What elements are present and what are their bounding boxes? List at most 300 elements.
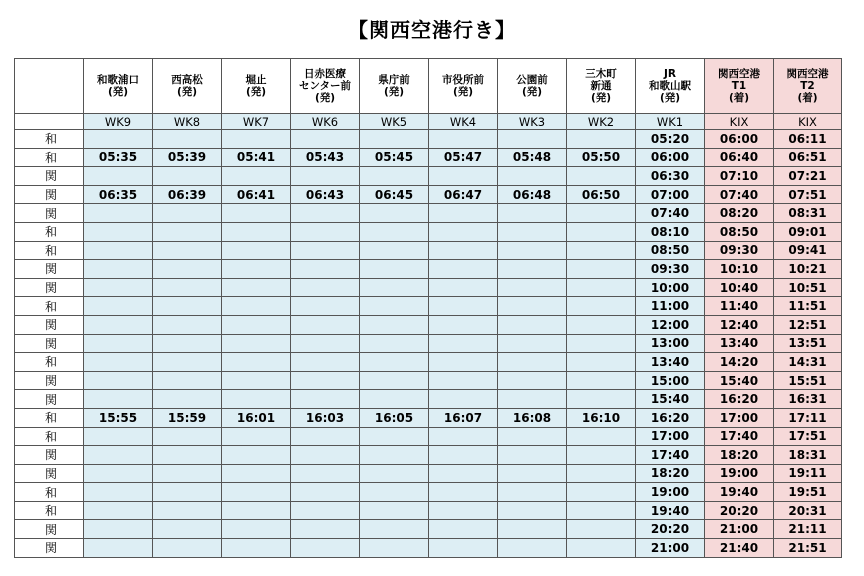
stop-header	[705, 59, 774, 114]
time-cell	[153, 483, 222, 502]
time-cell: 19:00	[705, 464, 774, 483]
time-cell	[429, 353, 498, 372]
time-cell: 10:40	[705, 278, 774, 297]
stop-name-line: 和歌山駅	[649, 80, 691, 92]
time-cell	[567, 427, 636, 446]
time-cell: 10:00	[636, 278, 705, 297]
time-cell	[291, 334, 360, 353]
time-cell: 15:40	[636, 390, 705, 409]
stop-name-line: JR	[664, 68, 676, 80]
stop-name-line: 公園前	[516, 74, 548, 86]
time-cell: 21:00	[636, 539, 705, 558]
time-cell	[429, 334, 498, 353]
time-cell	[222, 204, 291, 223]
table-row	[15, 315, 842, 334]
time-cell	[84, 222, 153, 241]
time-cell: 20:20	[636, 520, 705, 539]
operator-label: 関	[15, 371, 84, 390]
time-cell: 08:31	[774, 204, 842, 223]
time-cell	[84, 130, 153, 149]
time-cell	[222, 260, 291, 279]
time-cell: 05:50	[567, 148, 636, 167]
time-cell	[567, 130, 636, 149]
table-row	[15, 390, 842, 409]
time-cell: 07:21	[774, 167, 842, 186]
time-cell	[498, 390, 567, 409]
time-cell	[429, 222, 498, 241]
page-title: 【関西空港行き】	[348, 18, 516, 42]
stop-code: KIX	[705, 114, 774, 130]
time-cell	[84, 315, 153, 334]
operator-label: 関	[15, 464, 84, 483]
time-cell	[429, 167, 498, 186]
time-cell	[153, 334, 222, 353]
operator-label: 和	[15, 130, 84, 149]
time-cell	[153, 241, 222, 260]
time-cell: 20:31	[774, 501, 842, 520]
time-cell	[429, 204, 498, 223]
table-row	[15, 464, 842, 483]
time-cell	[84, 427, 153, 446]
time-cell	[222, 446, 291, 465]
time-cell	[360, 446, 429, 465]
operator-label: 関	[15, 390, 84, 409]
time-cell	[291, 390, 360, 409]
time-cell: 16:08	[498, 408, 567, 427]
time-cell	[84, 241, 153, 260]
time-cell	[498, 539, 567, 558]
time-cell	[84, 501, 153, 520]
time-cell: 10:51	[774, 278, 842, 297]
time-cell	[498, 520, 567, 539]
time-cell	[291, 539, 360, 558]
stop-name-line: 市役所前	[442, 74, 484, 86]
time-cell: 06:35	[84, 185, 153, 204]
table-row	[15, 241, 842, 260]
time-cell: 11:00	[636, 297, 705, 316]
time-cell: 12:40	[705, 315, 774, 334]
stop-name-line: (発)	[521, 86, 543, 98]
time-cell	[360, 204, 429, 223]
table-row	[15, 353, 842, 372]
time-cell	[567, 390, 636, 409]
time-cell	[222, 334, 291, 353]
time-cell: 05:45	[360, 148, 429, 167]
time-cell	[153, 427, 222, 446]
time-cell: 09:01	[774, 222, 842, 241]
time-cell	[498, 241, 567, 260]
time-cell	[222, 315, 291, 334]
time-cell	[84, 483, 153, 502]
operator-label: 関	[15, 446, 84, 465]
time-cell: 16:05	[360, 408, 429, 427]
operator-label: 和	[15, 408, 84, 427]
time-cell	[360, 390, 429, 409]
time-cell	[153, 204, 222, 223]
operator-label: 関	[15, 167, 84, 186]
time-cell	[153, 130, 222, 149]
time-cell	[291, 297, 360, 316]
time-cell: 12:00	[636, 315, 705, 334]
time-cell	[84, 167, 153, 186]
time-cell	[291, 167, 360, 186]
time-cell	[222, 297, 291, 316]
operator-label: 関	[15, 185, 84, 204]
time-cell	[498, 371, 567, 390]
stop-header-row	[15, 59, 842, 114]
table-row	[15, 483, 842, 502]
table-row	[15, 260, 842, 279]
time-cell	[429, 390, 498, 409]
table-row	[15, 297, 842, 316]
time-cell	[360, 483, 429, 502]
time-cell	[567, 241, 636, 260]
time-cell	[84, 539, 153, 558]
stop-name-line: 和歌浦口	[97, 74, 139, 86]
time-cell: 15:59	[153, 408, 222, 427]
time-cell: 17:51	[774, 427, 842, 446]
time-cell	[360, 371, 429, 390]
stop-name-line: 西高松	[171, 74, 203, 86]
time-cell: 13:00	[636, 334, 705, 353]
time-cell	[498, 464, 567, 483]
time-cell	[429, 427, 498, 446]
time-cell	[429, 520, 498, 539]
time-cell	[153, 222, 222, 241]
stop-name-line: 三木町	[585, 68, 617, 80]
time-cell: 06:39	[153, 185, 222, 204]
time-cell: 18:20	[636, 464, 705, 483]
time-cell	[567, 353, 636, 372]
time-cell	[222, 130, 291, 149]
time-cell	[429, 315, 498, 334]
time-cell	[153, 315, 222, 334]
time-cell	[567, 222, 636, 241]
time-cell	[498, 204, 567, 223]
time-cell: 05:20	[636, 130, 705, 149]
time-cell	[567, 297, 636, 316]
time-cell	[498, 446, 567, 465]
time-cell: 11:40	[705, 297, 774, 316]
table-row	[15, 371, 842, 390]
stop-code: WK5	[360, 114, 429, 130]
stop-code: KIX	[774, 114, 842, 130]
time-cell	[84, 334, 153, 353]
table-row	[15, 408, 842, 427]
stop-name-line: T2	[800, 80, 815, 92]
time-cell	[498, 334, 567, 353]
table-row	[15, 204, 842, 223]
stop-name-line: (発)	[107, 86, 129, 98]
time-cell	[222, 278, 291, 297]
time-cell	[153, 167, 222, 186]
stop-name-line: 新通	[590, 80, 612, 92]
time-cell	[360, 501, 429, 520]
time-cell	[222, 501, 291, 520]
corner-code-cell	[15, 114, 84, 130]
time-cell	[360, 334, 429, 353]
operator-label: 和	[15, 483, 84, 502]
table-row	[15, 427, 842, 446]
stop-code: WK2	[567, 114, 636, 130]
time-cell	[222, 520, 291, 539]
time-cell	[567, 278, 636, 297]
stop-code: WK4	[429, 114, 498, 130]
time-cell	[498, 315, 567, 334]
stop-name-line: 県庁前	[378, 74, 410, 86]
time-cell	[291, 371, 360, 390]
time-cell	[360, 241, 429, 260]
stop-name-line: (発)	[659, 92, 681, 104]
operator-label: 関	[15, 204, 84, 223]
time-cell	[153, 371, 222, 390]
time-cell: 06:47	[429, 185, 498, 204]
time-cell: 15:51	[774, 371, 842, 390]
time-cell	[84, 260, 153, 279]
time-cell	[429, 371, 498, 390]
table-row	[15, 446, 842, 465]
time-cell	[291, 241, 360, 260]
time-cell	[498, 167, 567, 186]
time-cell	[291, 483, 360, 502]
time-cell: 19:11	[774, 464, 842, 483]
time-cell	[222, 464, 291, 483]
time-cell: 15:40	[705, 371, 774, 390]
time-cell: 16:07	[429, 408, 498, 427]
time-cell: 06:43	[291, 185, 360, 204]
time-cell: 07:10	[705, 167, 774, 186]
time-cell	[498, 353, 567, 372]
time-cell: 06:45	[360, 185, 429, 204]
time-cell	[429, 446, 498, 465]
operator-label: 和	[15, 148, 84, 167]
time-cell	[291, 501, 360, 520]
time-cell	[291, 260, 360, 279]
time-cell: 07:51	[774, 185, 842, 204]
time-cell	[429, 241, 498, 260]
stop-header	[567, 59, 636, 114]
time-cell: 16:31	[774, 390, 842, 409]
stop-name-line: 関西空港	[786, 68, 829, 80]
table-row	[15, 130, 842, 149]
time-cell	[498, 260, 567, 279]
time-cell: 19:40	[636, 501, 705, 520]
time-cell	[222, 222, 291, 241]
time-cell	[498, 278, 567, 297]
operator-label: 和	[15, 297, 84, 316]
time-cell	[360, 427, 429, 446]
time-cell	[222, 353, 291, 372]
table-row	[15, 167, 842, 186]
time-cell: 21:51	[774, 539, 842, 558]
time-cell: 05:41	[222, 148, 291, 167]
time-cell	[498, 427, 567, 446]
stop-header	[153, 59, 222, 114]
stop-header	[360, 59, 429, 114]
time-cell: 10:21	[774, 260, 842, 279]
time-cell	[291, 315, 360, 334]
time-cell: 09:41	[774, 241, 842, 260]
time-cell	[291, 520, 360, 539]
time-cell: 09:30	[636, 260, 705, 279]
time-cell	[567, 260, 636, 279]
time-cell	[153, 520, 222, 539]
time-cell: 05:39	[153, 148, 222, 167]
time-cell: 21:00	[705, 520, 774, 539]
time-cell: 16:10	[567, 408, 636, 427]
stop-header	[498, 59, 567, 114]
stop-header	[774, 59, 842, 114]
time-cell	[153, 539, 222, 558]
table-row	[15, 539, 842, 558]
operator-label: 関	[15, 334, 84, 353]
stop-name-line: (発)	[314, 92, 336, 104]
time-cell: 18:31	[774, 446, 842, 465]
time-cell	[84, 446, 153, 465]
time-cell: 19:00	[636, 483, 705, 502]
time-cell	[291, 278, 360, 297]
time-cell	[429, 539, 498, 558]
timetable	[14, 58, 842, 558]
time-cell: 17:40	[636, 446, 705, 465]
stop-name-line: 日赤医療	[304, 68, 346, 80]
time-cell: 21:40	[705, 539, 774, 558]
stop-name-line: (発)	[383, 86, 405, 98]
stop-header	[222, 59, 291, 114]
time-cell	[291, 353, 360, 372]
time-cell: 15:00	[636, 371, 705, 390]
timetable-body	[15, 114, 842, 558]
time-cell	[429, 483, 498, 502]
operator-label: 和	[15, 427, 84, 446]
time-cell	[291, 222, 360, 241]
time-cell	[360, 315, 429, 334]
time-cell: 09:30	[705, 241, 774, 260]
operator-label: 和	[15, 353, 84, 372]
time-cell	[567, 204, 636, 223]
operator-label: 関	[15, 278, 84, 297]
time-cell	[291, 446, 360, 465]
time-cell: 06:40	[705, 148, 774, 167]
time-cell	[567, 501, 636, 520]
stop-code: WK8	[153, 114, 222, 130]
stop-name-line: T1	[731, 80, 747, 92]
time-cell	[360, 167, 429, 186]
time-cell: 14:20	[705, 353, 774, 372]
time-cell	[153, 353, 222, 372]
stop-name-line: 堀止	[245, 74, 267, 86]
time-cell	[153, 390, 222, 409]
time-cell: 06:00	[705, 130, 774, 149]
time-cell	[567, 167, 636, 186]
time-cell: 19:40	[705, 483, 774, 502]
time-cell	[567, 464, 636, 483]
operator-label: 関	[15, 260, 84, 279]
time-cell	[153, 278, 222, 297]
corner-cell	[15, 59, 84, 114]
operator-label: 和	[15, 222, 84, 241]
stop-name-line: 関西空港	[718, 68, 760, 80]
time-cell: 17:00	[636, 427, 705, 446]
time-cell	[360, 260, 429, 279]
time-cell	[291, 427, 360, 446]
operator-label: 和	[15, 241, 84, 260]
stop-name-line: (発)	[245, 86, 267, 98]
time-cell: 17:40	[705, 427, 774, 446]
table-row	[15, 520, 842, 539]
time-cell	[360, 520, 429, 539]
stop-name-line: (着)	[797, 92, 818, 104]
time-cell	[222, 427, 291, 446]
time-cell: 05:48	[498, 148, 567, 167]
time-cell	[567, 315, 636, 334]
time-cell: 17:11	[774, 408, 842, 427]
time-cell	[84, 464, 153, 483]
time-cell	[84, 390, 153, 409]
stop-code: WK3	[498, 114, 567, 130]
time-cell: 06:50	[567, 185, 636, 204]
time-cell: 16:03	[291, 408, 360, 427]
time-cell: 11:51	[774, 297, 842, 316]
time-cell	[222, 390, 291, 409]
time-cell	[498, 297, 567, 316]
time-cell: 20:20	[705, 501, 774, 520]
time-cell	[567, 520, 636, 539]
operator-label: 関	[15, 539, 84, 558]
time-cell: 05:35	[84, 148, 153, 167]
time-cell	[360, 297, 429, 316]
time-cell: 19:51	[774, 483, 842, 502]
time-cell	[360, 130, 429, 149]
time-cell	[429, 464, 498, 483]
time-cell: 13:40	[705, 334, 774, 353]
time-cell	[498, 222, 567, 241]
time-cell: 16:01	[222, 408, 291, 427]
stop-code: WK7	[222, 114, 291, 130]
time-cell	[291, 204, 360, 223]
time-cell	[222, 241, 291, 260]
time-cell	[429, 501, 498, 520]
time-cell: 07:00	[636, 185, 705, 204]
time-cell	[291, 130, 360, 149]
stop-code: WK9	[84, 114, 153, 130]
table-row	[15, 148, 842, 167]
time-cell: 05:43	[291, 148, 360, 167]
table-row	[15, 185, 842, 204]
time-cell: 13:51	[774, 334, 842, 353]
time-cell	[291, 464, 360, 483]
time-cell: 08:50	[636, 241, 705, 260]
time-cell	[222, 167, 291, 186]
time-cell	[222, 539, 291, 558]
time-cell: 16:20	[636, 408, 705, 427]
time-cell	[360, 278, 429, 297]
time-cell	[360, 353, 429, 372]
time-cell	[567, 539, 636, 558]
table-row	[15, 222, 842, 241]
time-cell: 15:55	[84, 408, 153, 427]
time-cell	[498, 483, 567, 502]
time-cell	[567, 371, 636, 390]
stop-header	[429, 59, 498, 114]
time-cell	[153, 297, 222, 316]
time-cell	[429, 278, 498, 297]
time-cell	[360, 464, 429, 483]
time-cell: 06:11	[774, 130, 842, 149]
time-cell: 07:40	[636, 204, 705, 223]
stop-name-line: (発)	[176, 86, 198, 98]
time-cell	[84, 204, 153, 223]
